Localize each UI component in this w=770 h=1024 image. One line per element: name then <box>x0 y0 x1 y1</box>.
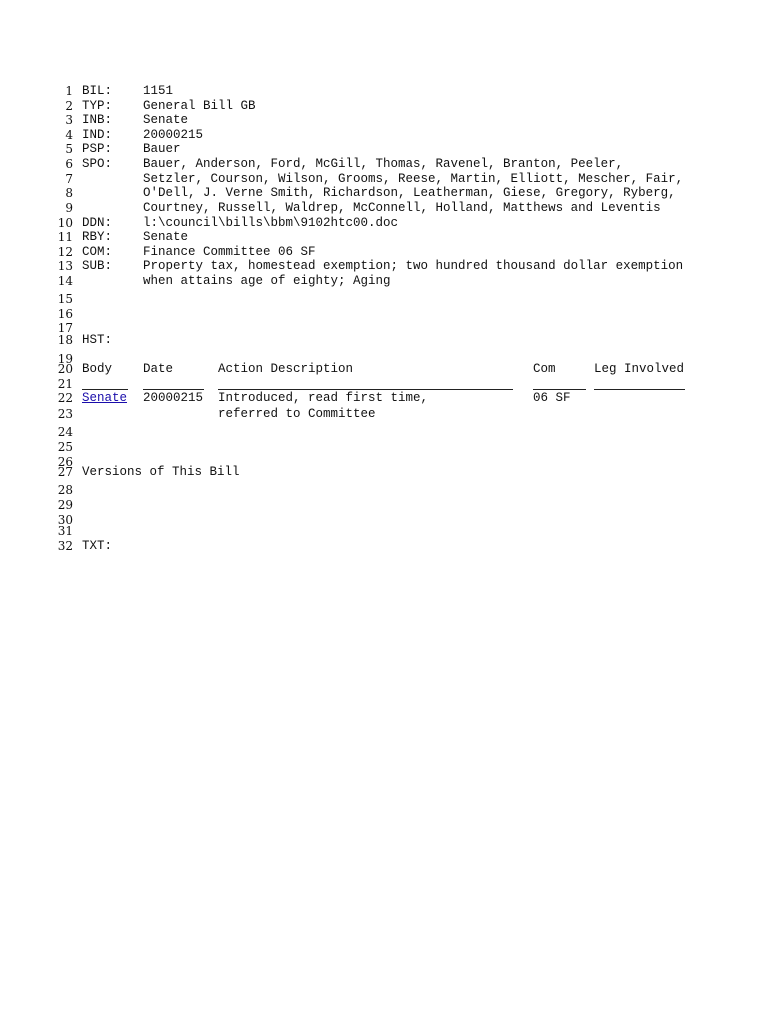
line-number: 4 <box>65 128 73 142</box>
field-label-spo: SPO: <box>82 157 113 171</box>
header-underline <box>143 389 204 390</box>
field-value-com: Finance Committee 06 SF <box>143 245 316 259</box>
field-value-bil: 1151 <box>143 84 174 98</box>
subject-line: Property tax, homestead exemption; two hundred thousand dollar exemption <box>143 259 684 273</box>
header-underline <box>82 389 128 390</box>
history-action-line: referred to Committee <box>218 407 376 421</box>
history-header-leg: Leg Involved <box>594 362 685 376</box>
line-number: 10 <box>57 216 73 230</box>
field-label-rby: RBY: <box>82 230 113 244</box>
line-number: 21 <box>57 377 73 391</box>
field-label-typ: TYP: <box>82 99 113 113</box>
line-number: 1 <box>65 84 73 98</box>
line-number: 12 <box>57 245 73 259</box>
text-label: TXT: <box>82 539 113 553</box>
history-label: HST: <box>82 333 113 347</box>
line-number: 13 <box>57 259 73 273</box>
field-label-com: COM: <box>82 245 113 259</box>
body-link-senate[interactable]: Senate <box>82 391 128 405</box>
history-com: 06 SF <box>533 391 571 405</box>
field-label-ddn: DDN: <box>82 216 113 230</box>
line-number: 22 <box>57 391 73 405</box>
field-label-psp: PSP: <box>82 142 113 156</box>
line-number: 17 <box>57 321 73 335</box>
line-number: 7 <box>65 172 73 186</box>
sponsor-line: Courtney, Russell, Waldrep, McConnell, Holland, Matthews and Leventis <box>143 201 661 215</box>
field-value-rby: Senate <box>143 230 189 244</box>
header-underline <box>533 389 586 390</box>
line-number: 28 <box>57 483 73 497</box>
line-number: 5 <box>65 142 73 156</box>
field-value-typ: General Bill GB <box>143 99 256 113</box>
field-label-ind: IND: <box>82 128 113 142</box>
line-number: 16 <box>57 307 73 321</box>
line-number: 23 <box>57 407 73 421</box>
history-header-date: Date <box>143 362 174 376</box>
line-number: 25 <box>57 440 73 454</box>
line-number: 27 <box>57 465 73 479</box>
field-label-inb: INB: <box>82 113 113 127</box>
field-label-sub: SUB: <box>82 259 113 273</box>
line-number: 32 <box>57 539 73 553</box>
line-number: 24 <box>57 425 73 439</box>
sponsor-line: O'Dell, J. Verne Smith, Richardson, Leatherman, Giese, Gregory, Ryberg, <box>143 186 676 200</box>
line-number: 6 <box>65 157 73 171</box>
line-number: 14 <box>57 274 73 288</box>
line-number: 20 <box>57 362 73 376</box>
field-value-psp: Bauer <box>143 142 181 156</box>
line-number: 8 <box>65 186 73 200</box>
line-number: 9 <box>65 201 73 215</box>
sponsor-line: Bauer, Anderson, Ford, McGill, Thomas, Ravenel, Branton, Peeler, <box>143 157 624 171</box>
subject-line: when attains age of eighty; Aging <box>143 274 391 288</box>
line-number: 19 <box>57 352 73 366</box>
history-header-body: Body <box>82 362 113 376</box>
line-number: 3 <box>65 113 73 127</box>
field-value-ddn: l:\council\bills\bbm\9102htc00.doc <box>143 216 399 230</box>
line-number: 18 <box>57 333 73 347</box>
line-number: 31 <box>57 524 73 538</box>
field-value-inb: Senate <box>143 113 189 127</box>
line-number: 30 <box>57 513 73 527</box>
header-underline <box>218 389 513 390</box>
line-number: 2 <box>65 99 73 113</box>
history-action-line: Introduced, read first time, <box>218 391 429 405</box>
field-value-ind: 20000215 <box>143 128 204 142</box>
line-number: 26 <box>57 455 73 469</box>
sponsor-line: Setzler, Courson, Wilson, Grooms, Reese, Martin, Elliott, Mescher, Fair, <box>143 172 684 186</box>
field-label-bil: BIL: <box>82 84 113 98</box>
line-number: 29 <box>57 498 73 512</box>
line-number: 11 <box>57 230 73 244</box>
history-header-com: Com <box>533 362 556 376</box>
history-date: 20000215 <box>143 391 204 405</box>
header-underline <box>594 389 685 390</box>
history-header-action: Action Description <box>218 362 354 376</box>
line-number: 15 <box>57 292 73 306</box>
versions-heading: Versions of This Bill <box>82 465 240 479</box>
